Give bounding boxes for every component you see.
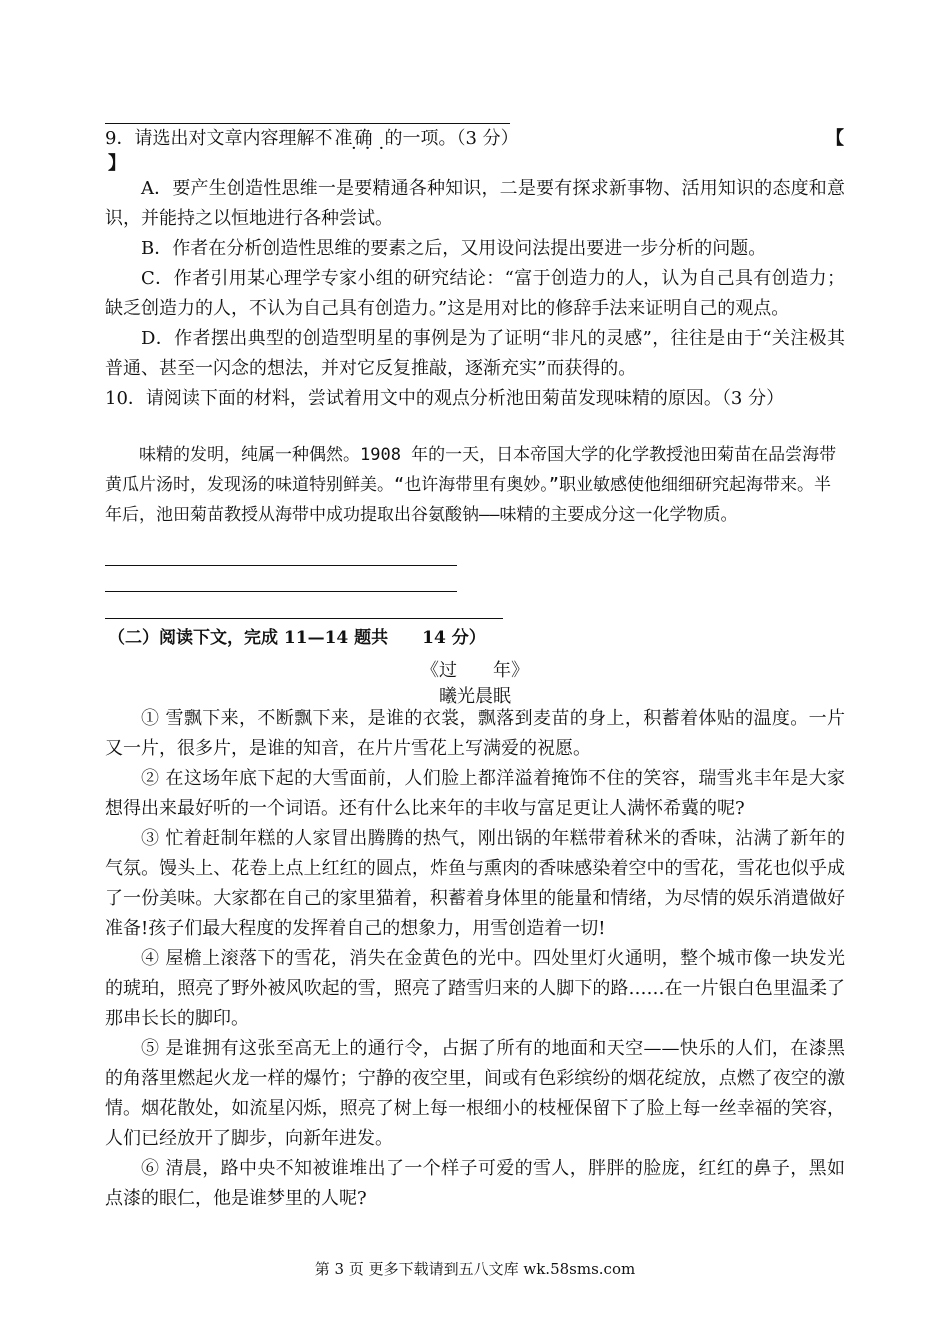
top-rule [105, 123, 510, 124]
article-paragraph: ④ 屋檐上滚落下的雪花，消失在金黄色的光中。四处里灯火通明，整个城市像一块发光的琥珀，照亮了野外被风吹起的雪，照亮了踏雪归来的人脚下的路……在一片银白色里温柔了那串长长的脚印。 [105, 948, 845, 1029]
question-9-stem-emphasis: 不准确 [314, 128, 375, 149]
article-body [105, 704, 845, 1214]
question-9-options [105, 174, 845, 384]
article-paragraph: ③ 忙着赶制年糕的人家冒出腾腾的热气，刚出锅的年糕带着秫米的香味，沾满了新年的气氛。馒头上、花卷上点上红红的圆点，炸鱼与熏肉的香味感染着空中的雪花，雪花也似乎成了一份美味。大家都在自己的家里猫着，积蓄着身体里的能量和情绪，为尽情的娱乐消遣做好准备!孩子们最大程度的发挥着自己的想象力，用雪创造着一切! [105, 828, 845, 939]
article-paragraph: ⑤ 是谁拥有这张至高无上的通行令，占据了所有的地面和天空——快乐的人们，在漆黑的角落里燃起火龙一样的爆竹；宁静的夜空里，间或有色彩缤纷的烟花绽放，点燃了夜空的激情。烟花散处，如流星闪烁，照亮了树上每一根细小的枝桠保留下了脸上每一丝幸福的笑容，人们已经放开了脚步，向新年进发。 [105, 1038, 845, 1149]
option-d: D．作者摆出典型的创造型明星的事例是为了证明“非凡的灵感”，往往是由于“关注极其普通、甚至一闪念的想法，并对它反复推敲，逐渐充实”而获得的。 [105, 328, 845, 379]
question-10-material [105, 440, 845, 530]
page-footer: 第 3 页 更多下载请到五八文库 wk.58sms.com [314, 1260, 636, 1278]
question-9-stem-after: 的一项。（3 分） [384, 128, 519, 149]
article-author: 曦光晨眠 [439, 686, 511, 707]
option-c: C．作者引用某心理学专家小组的研究结论：“富于创造力的人，认为自己具有创造力；缺乏创造力的人，不认为自己具有创造力。”这是用对比的修辞手法来证明自己的观点。 [105, 268, 845, 319]
emphasis-dots: ··· [351, 138, 393, 159]
answer-bracket-open: 【 [826, 128, 844, 149]
article-paragraph: ⑥ 清晨，路中央不知被谁堆出了一个样子可爱的雪人，胖胖的脸庞，红红的鼻子，黑如点漆的眼仁，他是谁梦里的人呢? [105, 1158, 845, 1209]
question-10-text: 10．请阅读下面的材料，尝试着用文中的观点分析池田菊苗发现味精的原因。（3 分） [105, 388, 785, 409]
section-heading: （二）阅读下文，完成 11—14 题共 14 分） [108, 628, 486, 648]
article-paragraph: ② 在这场年底下起的大雪面前，人们脸上都洋溢着掩饰不住的笑容，瑞雪兆丰年是大家想得出来最好听的一个词语。还有什么比来年的丰收与富足更让人满怀希冀的呢? [105, 768, 845, 819]
material-text: 味精的发明，纯属一种偶然。1908 年的一天，日本帝国大学的化学教授池田菊苗在品尝海带黄瓜片汤时，发现汤的味道特别鲜美。“也许海带里有奥妙。”职业敏感使他细细研究起海带来。半年后，池田菊苗教授从海带中成功提取出谷氨酸钠——味精的主要成分这一化学物质。 [105, 445, 837, 525]
question-10-stem [105, 384, 845, 414]
article-paragraph: ① 雪飘下来，不断飘下来，是谁的衣裳，飘落到麦苗的身上，积蓄着体贴的温度。一片又一片，很多片，是谁的知音，在片片雪花上写满爱的祝愿。 [105, 708, 845, 759]
answer-line-1[interactable] [105, 565, 457, 566]
option-b: B．作者在分析创造性思维的要素之后，又用设问法提出要进一步分析的问题。 [141, 238, 767, 259]
question-9-stem [105, 127, 519, 151]
answer-bracket-close: 】 [108, 153, 126, 174]
option-a: A．要产生创造性思维一是要精通各种知识，二是要有探求新事物、活用知识的态度和意识，并能持之以恒地进行各种尝试。 [105, 178, 845, 229]
question-9-stem-before: 9．请选出对文章内容理解 [105, 128, 315, 149]
article-title: 《过 年》 [421, 660, 529, 681]
answer-line-3[interactable] [105, 618, 503, 619]
answer-line-2[interactable] [105, 591, 457, 592]
